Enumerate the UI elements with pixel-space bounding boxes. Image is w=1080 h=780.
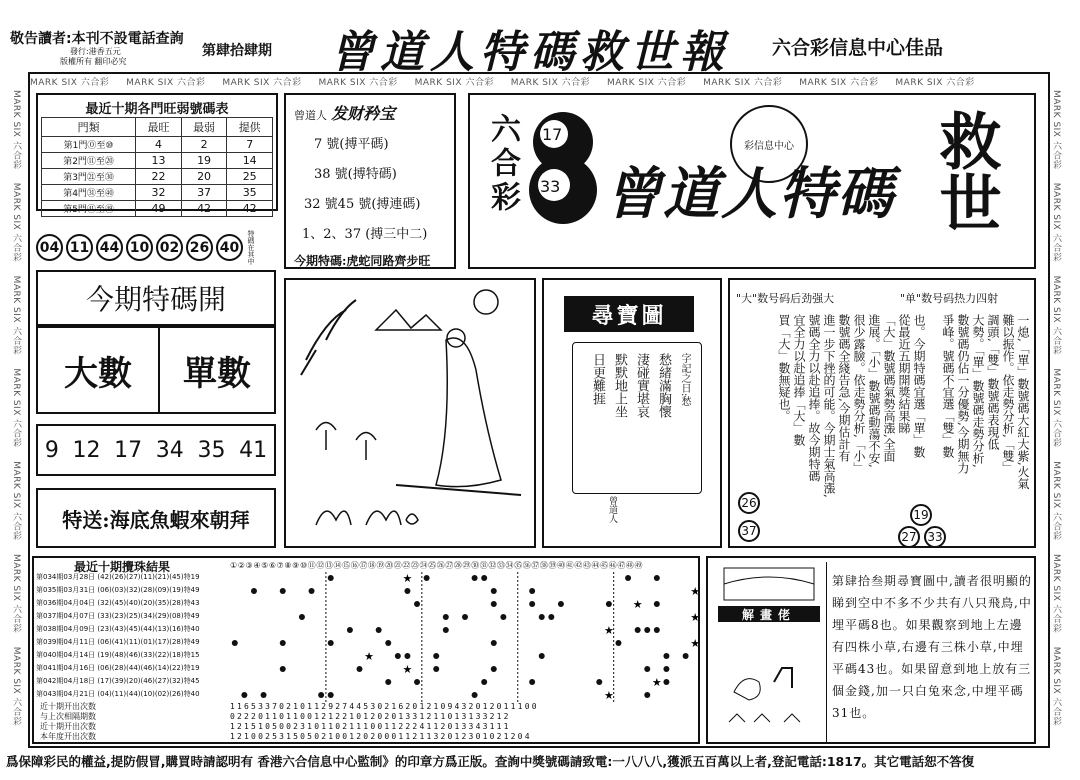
ball: 40 <box>216 234 243 261</box>
result-dot <box>654 575 660 581</box>
analysis-col: 難以振作。依走勢分析,「雙」 <box>1001 314 1015 474</box>
analysis-col: 號碼全力以赴追捧。故今期特碼 <box>807 314 821 482</box>
result-special-star: ★ <box>690 585 700 598</box>
result-dot <box>654 601 660 607</box>
tips-slogan: 发财矜宝 <box>331 104 396 123</box>
ball: 10 <box>126 234 153 261</box>
prediction-right-box <box>158 326 276 414</box>
result-dot <box>654 627 660 633</box>
logo-number-1: 17 <box>542 125 563 144</box>
treasure-sig: 曾道人 <box>607 496 617 523</box>
result-dot <box>539 614 545 620</box>
result-dot <box>529 588 535 594</box>
cell: 4 <box>136 137 182 153</box>
results-panel <box>32 556 700 744</box>
result-dot <box>280 640 286 646</box>
stats-table-panel <box>36 93 278 215</box>
ball: 04 <box>36 234 63 261</box>
watermark-top: MARK SIX 六合彩 MARK SIX 六合彩 MARK SIX 六合彩 MARK SIX 六合彩 MARK SIX 六合彩 MARK SIX 六合彩 MARK SIX 六合彩 MARK SIX 六合彩 MARK SIX 六合彩 MARK SIX 六合彩 <box>30 78 975 88</box>
treasure-title: 尋寶圖 <box>564 296 694 332</box>
result-dot <box>548 614 554 620</box>
result-dot <box>347 627 353 633</box>
prediction-title: 今期特碼開 <box>85 283 226 316</box>
result-dot <box>481 679 487 685</box>
result-dot <box>491 588 497 594</box>
table-row <box>42 169 273 185</box>
analysis-col: 「大」數號碼氣勢高漲,全面 <box>882 314 896 462</box>
credit-line-1: 發行:港香五元 <box>70 47 121 56</box>
stat-values-block <box>230 702 539 742</box>
result-dot <box>414 679 420 685</box>
result-dot <box>376 627 382 633</box>
result-dot <box>328 692 334 698</box>
result-row: 第042期04月18日 (17)(39)(20)(46)(27)(32)特45 <box>36 677 200 685</box>
cell: 20 <box>181 169 227 185</box>
cell: 35 <box>227 185 273 201</box>
result-dot <box>615 640 621 646</box>
result-dot <box>385 640 391 646</box>
table-row <box>42 201 273 217</box>
logo-panel <box>468 93 1036 269</box>
treasure-panel <box>542 278 722 548</box>
result-row: 第035期03月31日 (06)(03)(32)(28)(09)(19)特49 <box>36 586 200 594</box>
analysis-col: 調頭,「雙」數號碼表現低 <box>986 314 1000 450</box>
stat-label: 近十期开出次数 <box>40 722 96 731</box>
results-dot-grid <box>230 572 700 704</box>
prediction-left: 大數 <box>64 353 132 394</box>
result-row: 第038期04月09日 (23)(43)(45)(44)(13)(16)特40 <box>36 625 200 633</box>
results-title: 最近十期攪珠結果 <box>74 560 171 574</box>
cell: 32 <box>136 185 182 201</box>
result-dot <box>443 614 449 620</box>
logo-title: 曾道人特碼 <box>605 161 895 227</box>
tip-line: 32 號45 號(搏連碼) <box>304 197 421 212</box>
explain-illustration <box>714 562 824 740</box>
analysis-number: 33 <box>924 526 946 548</box>
prediction-right: 單數 <box>183 353 251 394</box>
result-dot <box>251 588 257 594</box>
result-dot <box>356 666 362 672</box>
analysis-col: 也。今期特碼宜選「單」數 <box>912 314 926 458</box>
cell: 第4門㉛至㊵ <box>42 185 136 201</box>
result-row: 第037期04月07日 (33)(23)(25)(34)(29)(08)特49 <box>36 612 200 620</box>
result-row: 第034期03月28日 (42)(26)(27)(11)(21)(45)特19 <box>36 573 200 581</box>
result-dot <box>529 601 535 607</box>
result-dot <box>596 679 602 685</box>
analysis-number: 37 <box>738 520 760 542</box>
cell: 22 <box>136 169 182 185</box>
stat-label: 本年度开出次数 <box>40 732 96 741</box>
result-row: 第041期04月16日 (06)(28)(44)(46)(14)(22)特19 <box>36 664 200 672</box>
result-dot <box>663 679 669 685</box>
prediction-number: 9 <box>44 437 59 463</box>
seal-text: 彩信息中心 <box>744 140 794 152</box>
issue-number: 第肆拾肆期 <box>202 43 272 59</box>
treasure-poem-line: 日更難捱 <box>590 353 605 405</box>
special-text: 特送:海底魚蝦來朝拜 <box>62 507 250 532</box>
result-special-star: ★ <box>690 611 700 624</box>
result-dot <box>404 653 410 659</box>
cell: 42 <box>181 201 227 217</box>
result-dot <box>644 627 650 633</box>
cell: 13 <box>136 153 182 169</box>
col-header: 最旺 <box>136 118 182 137</box>
result-dot <box>462 614 468 620</box>
prediction-title-box <box>36 270 276 326</box>
tips-author: 曾道人 <box>294 109 327 122</box>
analysis-col: 數號碼全綫告急,今期估計有 <box>837 314 851 462</box>
treasure-poem-line: 默默地上坐 <box>612 353 627 418</box>
result-special-star: ★ <box>603 689 614 702</box>
table-row <box>42 153 273 169</box>
result-dot <box>481 575 487 581</box>
result-row: 第040期04月14日 (19)(48)(46)(33)(22)(18)特15 <box>36 651 200 659</box>
cell: 第5門㊶至㊾ <box>42 201 136 217</box>
stat-line: 0222011011001212210120201331211013133212 <box>230 712 511 721</box>
result-dot <box>606 601 612 607</box>
logo-big: 救世 <box>929 109 1002 233</box>
prediction-numbers-box <box>36 424 276 476</box>
result-dot <box>395 653 401 659</box>
analysis-col: 爭峰。號碼不宜選「雙」數 <box>941 314 955 458</box>
result-special-star: ★ <box>364 650 375 663</box>
logo-number-2: 33 <box>540 177 561 196</box>
tips-panel <box>284 93 456 269</box>
analysis-col: 大勢。「單」數號碼走勢分析, <box>971 314 985 468</box>
result-dot <box>644 666 650 672</box>
results-ball-header: ①②③④⑤⑥⑦⑧⑨⑩⑪⑫⑬⑭⑮⑯⑰⑱⑲⑳㉑㉒㉓㉔㉕㉖㉗㉘㉙㉚㉛㉜㉝㉞㉟㊱㊲㊳㊴㊵㊶㊷㊸㊹㊺㊻㊼㊽㊾ <box>230 561 644 570</box>
result-dot <box>635 627 641 633</box>
tip-line: 38 號(搏特碼) <box>314 167 397 182</box>
analysis-panel <box>728 278 1036 548</box>
result-special-star: ★ <box>632 598 643 611</box>
ball: 26 <box>186 234 213 261</box>
publisher: 六合彩信息中心佳品 <box>772 37 944 59</box>
stats-table <box>41 117 273 217</box>
result-special-star: ★ <box>651 676 662 689</box>
stats-header-row <box>42 118 273 137</box>
result-dot <box>328 575 334 581</box>
logo-seal <box>730 105 808 183</box>
explain-art <box>714 562 827 742</box>
col-header: 門類 <box>42 118 136 137</box>
result-dot <box>663 653 669 659</box>
cell: 37 <box>181 185 227 201</box>
stats-table-title: 最近十期各門旺弱號碼表 <box>85 102 229 117</box>
prediction-number: 17 <box>114 437 143 463</box>
tip-line: 7 號(搏平碼) <box>314 137 389 152</box>
result-dot <box>424 575 430 581</box>
watermark-left: MARK SIX 六合彩 MARK SIX 六合彩 MARK SIX 六合彩 MARK SIX 六合彩 MARK SIX 六合彩 MARK SIX 六合彩 MARK SIX 六合彩 <box>11 90 21 727</box>
logo-circles <box>518 110 608 230</box>
analysis-head-right: "单"数号码热力四射 <box>900 292 999 305</box>
result-dot <box>385 679 391 685</box>
result-dot <box>539 653 545 659</box>
result-special-star: ★ <box>690 637 700 650</box>
result-row: 第039期04月11日 (06)(41)(11)(01)(17)(28)特49 <box>36 638 200 646</box>
analysis-head-left: "大"数号码后劲强大 <box>736 292 835 305</box>
result-dot <box>299 614 305 620</box>
result-special-star: ★ <box>402 572 413 585</box>
stat-line: 1210025315050210012020001121132012301021204 <box>230 732 532 741</box>
cell: 第1門⓪至⑩ <box>42 137 136 153</box>
tip-special: 今期特碼:虎蛇同路齊步旺 <box>294 254 431 268</box>
result-dot <box>500 614 506 620</box>
treasure-poem-line: 愁緒滿胸懷 <box>656 353 671 418</box>
prediction-number: 12 <box>72 437 101 463</box>
result-dot <box>443 627 449 633</box>
analysis-body <box>736 314 1030 504</box>
credit-line-2: 版權所有 翻印必究 <box>60 57 127 66</box>
result-dot <box>558 601 564 607</box>
result-dot <box>309 588 315 594</box>
prediction-number: 34 <box>155 437 184 463</box>
result-dot <box>318 692 324 698</box>
analysis-col: 買「大」數無疑也。 <box>777 314 791 422</box>
page-title: 曾道人特碼救世報 <box>330 27 730 78</box>
logo-lhc: 六合彩 <box>485 113 520 215</box>
ball: 02 <box>156 234 183 261</box>
stat-label: 与上次相隔期数 <box>40 712 96 721</box>
result-dot <box>280 666 286 672</box>
balls-row <box>36 230 256 265</box>
result-dot <box>491 666 497 672</box>
result-dot <box>529 679 535 685</box>
special-box <box>36 488 276 548</box>
notice-label: 敬告讀者:本刊不設電話查詢 <box>10 31 184 47</box>
stat-line: 11653370210112927445302162012109432012011100 <box>230 702 539 711</box>
prediction-number: 41 <box>239 437 268 463</box>
analysis-col: 進一步下挫的可能。今期士氣高漲, <box>822 314 836 498</box>
result-dot <box>433 666 439 672</box>
result-row: 第043期04月21日 (04)(11)(44)(10)(02)(26)特40 <box>36 690 200 698</box>
cell: 25 <box>227 169 273 185</box>
cell: 2 <box>181 137 227 153</box>
stat-line: 1215105002310110211100112224112013343111 <box>230 722 511 731</box>
result-dot <box>433 653 439 659</box>
result-dot <box>232 640 238 646</box>
ball: 11 <box>66 234 93 261</box>
analysis-col: 很少露臉。依走勢分析,「小」 <box>852 314 866 474</box>
treasure-scroll <box>572 342 702 494</box>
ball: 44 <box>96 234 123 261</box>
prediction-left-box <box>36 326 160 414</box>
result-row: 第036期04月04日 (32)(45)(40)(20)(35)(28)特43 <box>36 599 200 607</box>
result-dot <box>241 692 247 698</box>
result-dot <box>491 601 497 607</box>
stat-label: 近十期开出次数 <box>40 702 96 711</box>
analysis-col: 一熄,「單」數號碼大紅大紫,火氣 <box>1016 314 1030 490</box>
watermark-right: MARK SIX 六合彩 MARK SIX 六合彩 MARK SIX 六合彩 MARK SIX 六合彩 MARK SIX 六合彩 MARK SIX 六合彩 MARK SIX 六合彩 <box>1051 90 1061 727</box>
analysis-number: 26 <box>738 492 760 514</box>
result-special-star: ★ <box>603 624 614 637</box>
analysis-col: 宜全力以赴追捧「大」數 <box>792 314 806 446</box>
prediction-number: 35 <box>197 437 226 463</box>
result-dot <box>663 666 669 672</box>
result-dot <box>328 640 334 646</box>
analysis-col: 進展。「小」數號碼動蕩不安, <box>867 314 881 468</box>
stat-label-block <box>40 702 96 742</box>
result-dot <box>491 640 497 646</box>
analysis-number: 19 <box>910 504 932 526</box>
treasure-poem-head: 字記之日:愁 <box>679 353 690 407</box>
table-row <box>42 185 273 201</box>
explain-text: 第肆拾叁期尋寶圖中,讀者很明顯的睇到空中不多不少共有八只飛鳥,中埋平碼8也。如果觀察到地上左邊有四株小草,右邊有三株小草,中埋平碼43也。如果留意到地上放有三個金錢,加一只白兔來念,中埋平碼31也。 <box>832 574 1032 720</box>
explain-panel <box>706 556 1036 744</box>
result-dot <box>472 692 478 698</box>
result-dot <box>404 588 410 594</box>
cell: 第2門⑪至⑳ <box>42 153 136 169</box>
cell: 19 <box>181 153 227 169</box>
analysis-number: 27 <box>898 526 920 548</box>
illustration <box>286 280 534 546</box>
results-rows <box>36 572 232 702</box>
analysis-col: 數號碼仍佔一分優勢,今期無力 <box>956 314 970 474</box>
cell: 14 <box>227 153 273 169</box>
table-row <box>42 137 273 153</box>
result-dot <box>280 588 286 594</box>
result-dot <box>683 653 689 659</box>
result-dot <box>261 692 267 698</box>
result-dot <box>644 692 650 698</box>
tip-line: 1、2、37 (搏三中二) <box>302 227 428 242</box>
tips-header <box>294 101 446 124</box>
illustration-panel <box>284 278 536 548</box>
result-special-star: ★ <box>402 663 413 676</box>
cell: 49 <box>136 201 182 217</box>
balls-note: 特碼在其中 <box>247 230 255 265</box>
explain-title: 解畫佬 <box>741 608 796 622</box>
result-dot <box>625 575 631 581</box>
col-header: 提供 <box>227 118 273 137</box>
cell: 第3門㉑至㉚ <box>42 169 136 185</box>
result-dot <box>472 575 478 581</box>
col-header: 最弱 <box>181 118 227 137</box>
result-dot <box>414 601 420 607</box>
cell: 42 <box>227 201 273 217</box>
cell: 7 <box>227 137 273 153</box>
treasure-poem-line: 淒碰實堪哀 <box>634 353 649 418</box>
footer-notice: 爲保障彩民的權益,提防假冒,購買時請認明有 香港六合信息中心監制》的印章方爲正版。查詢中獎號碼請致電:一八八八,獲派五百萬以上者,登記電話:1817。其它電話恕不答復 <box>6 754 975 769</box>
analysis-col: 從最近五期開獎結果睇 <box>897 314 911 434</box>
